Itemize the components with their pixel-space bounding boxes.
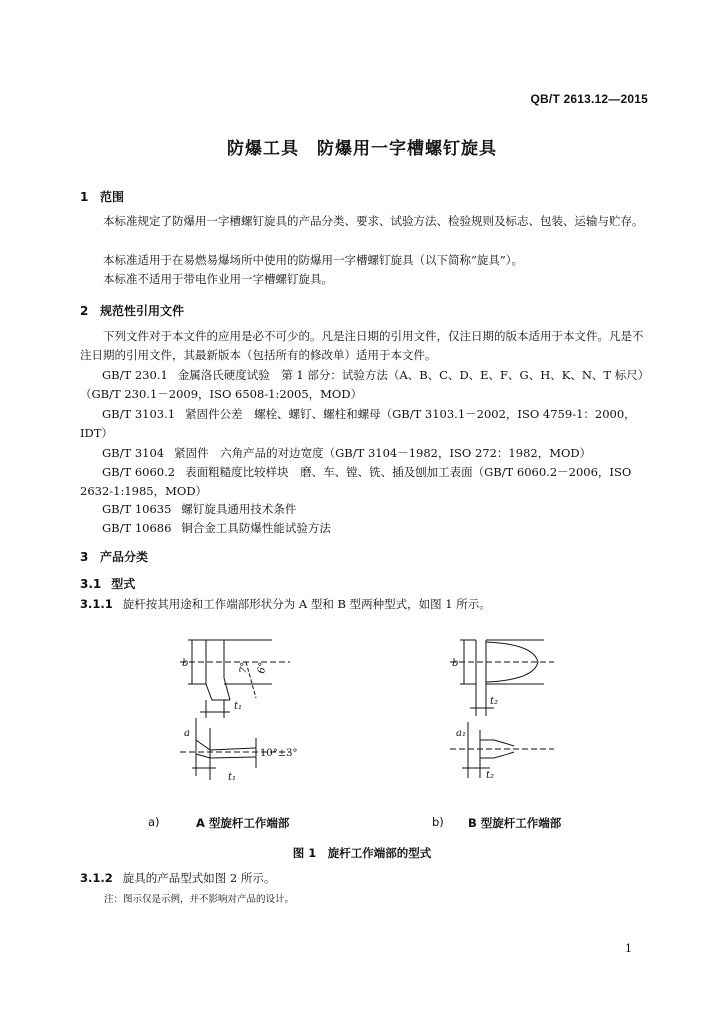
reference-code: GB/T 10635 <box>102 502 172 516</box>
reference-item <box>80 366 650 404</box>
subfigure-a-label: A 型旋杆工作端部 <box>196 816 290 830</box>
dim-angle2-label: 6° <box>256 661 269 675</box>
reference-item <box>80 444 650 463</box>
dim-t1-label: t₁ <box>234 701 243 712</box>
dim-a1-label: a₁ <box>456 728 466 739</box>
reference-code: GB/T 3103.1 <box>102 407 176 421</box>
dim-t2-label: t₂ <box>490 696 499 707</box>
subsection-number: 3.1.1 <box>80 597 113 611</box>
section-number: 2 <box>80 304 89 318</box>
dim-t1-label-side: t₁ <box>228 772 237 783</box>
section-1-para-3: 本标准不适用于带电作业用一字槽螺钉旋具。 <box>103 272 333 286</box>
reference-text: 紧固件公差 螺栓、螺钉、螺柱和螺母（GB/T 3103.1－2002，ISO 4759-1：2000，IDT） <box>80 407 636 440</box>
subsection-text: 旋具的产品型式如图 2 所示。 <box>122 871 276 885</box>
figure-a-drawing <box>180 618 300 793</box>
page-number: 1 <box>625 942 632 955</box>
section-3-heading <box>80 548 148 565</box>
subsection-text: 旋杆按其用途和工作端部形状分为 A 型和 B 型两种型式，如图 1 所示。 <box>122 597 491 611</box>
section-1-para-1: 本标准规定了防爆用一字槽螺钉旋具的产品分类、要求、试验方法、检验规则及标志、包装、运输与贮存。 <box>103 214 644 228</box>
subsection-3-1 <box>80 575 135 592</box>
figure-number: 图 1 <box>292 846 317 860</box>
section-2-heading <box>80 302 184 319</box>
subfigure-b-label: B 型旋杆工作端部 <box>468 816 562 830</box>
reference-code: GB/T 3104 <box>102 446 165 460</box>
reference-text: 铜合金工具防爆性能试验方法 <box>181 521 331 535</box>
reference-item <box>80 519 650 538</box>
figure-note: 注：图示仅是示例，并不影响对产品的设计。 <box>104 894 295 905</box>
reference-text: 金属洛氏硬度试验 第 1 部分：试验方法（A、B、C、D、E、F、G、H、K、N、T 标尺）（GB/T 230.1－2009，ISO 6508-1:2005，MOD） <box>80 368 650 401</box>
section-title: 范围 <box>100 190 125 204</box>
section-1-para-2: 本标准适用于在易燃易爆场所中使用的防爆用一字槽螺钉旋具（以下简称“旋具”）。 <box>103 253 524 267</box>
reference-text: 螺钉旋具通用技术条件 <box>181 502 297 516</box>
reference-item <box>80 463 650 501</box>
dim-t2-label-side: t₂ <box>486 770 495 781</box>
dim-a-label: a <box>184 728 190 739</box>
reference-text: 紧固件 六角产品的对边宽度（GB/T 3104－1982，ISO 272：1982，MOD） <box>174 446 592 460</box>
document-title: 防爆工具 防爆用一字槽螺钉旋具 <box>227 139 497 159</box>
reference-item <box>80 500 650 519</box>
subfigure-a-marker: a) <box>148 815 160 829</box>
dim-b-label: b <box>182 658 189 669</box>
dim-taper-label: 10°±3° <box>260 748 298 759</box>
dim-angle1-label: 7° <box>238 661 251 675</box>
subsection-3-1-2 <box>80 870 275 886</box>
reference-item <box>80 405 650 443</box>
figure-caption <box>0 845 724 861</box>
subsection-title: 型式 <box>111 577 136 591</box>
section-title: 产品分类 <box>100 550 149 564</box>
standard-code: QB/T 2613.12—2015 <box>530 92 648 106</box>
section-1-heading <box>80 188 124 205</box>
dim-b-label-b: b <box>452 658 459 669</box>
reference-text: 表面粗糙度比较样块 磨、车、镗、铣、插及刨加工表面（GB/T 6060.2－2006，ISO 2632-1:1985，MOD） <box>80 465 632 498</box>
subfigure-b-marker: b) <box>432 815 444 829</box>
section-number: 1 <box>80 190 89 204</box>
subsection-number: 3.1.2 <box>80 871 113 885</box>
reference-code: GB/T 10686 <box>102 521 172 535</box>
section-number: 3 <box>80 550 89 564</box>
subsection-3-1-1 <box>80 596 491 612</box>
section-2-intro: 下列文件对于本文件的应用是必不可少的。凡是注日期的引用文件，仅注日期的版本适用于本文件。凡是不注日期的引用文件，其最新版本（包括所有的修改单）适用于本文件。 <box>80 329 644 362</box>
subsection-number: 3.1 <box>80 577 102 591</box>
figure-b-drawing <box>450 618 560 793</box>
reference-code: GB/T 6060.2 <box>102 465 176 479</box>
figure-title: 旋杆工作端部的型式 <box>327 846 432 860</box>
reference-code: GB/T 230.1 <box>102 368 168 382</box>
section-title: 规范性引用文件 <box>100 304 185 318</box>
